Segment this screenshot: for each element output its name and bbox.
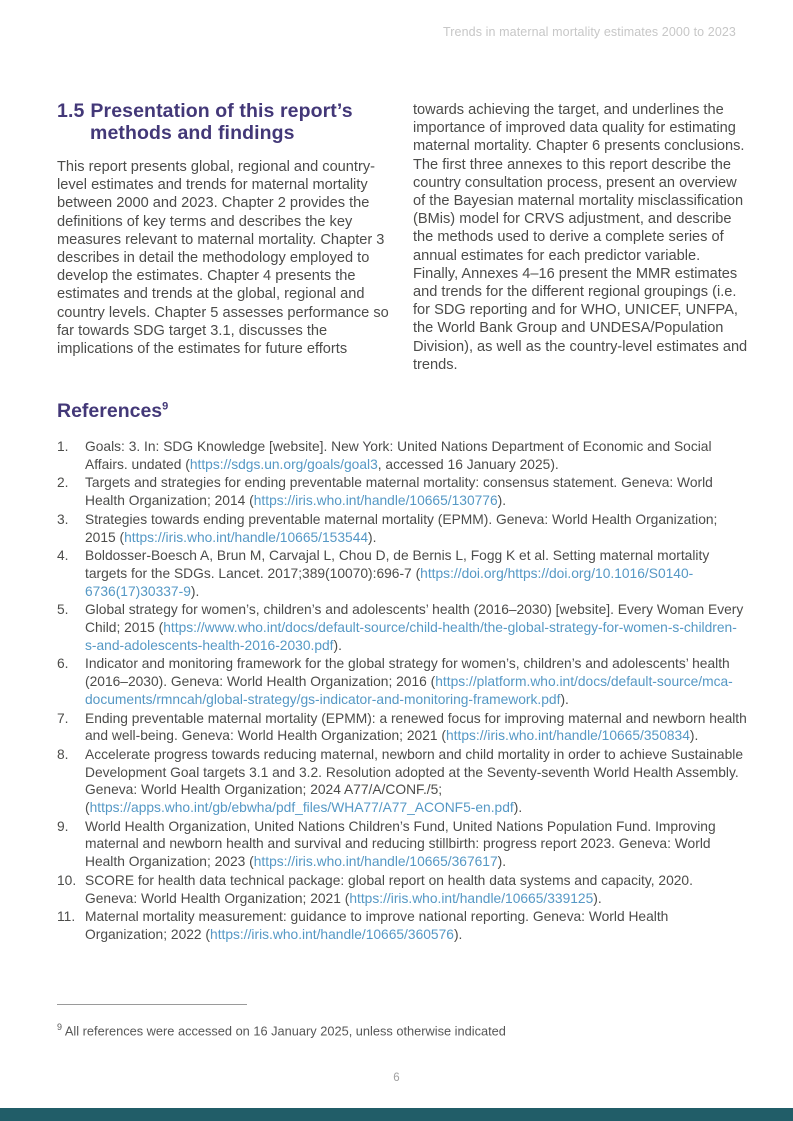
section-heading [57, 101, 392, 144]
footer-color-bar [0, 1108, 793, 1121]
reference-text-segment: Strategies towards ending preventable maternal mortality (EPMM). Geneva: World Health Organization; 2015 ( [85, 511, 718, 545]
reference-text-segment: Global strategy for women’s, children’s and adolescents’ health (2016–2030) [website]. Every Woman Every Child; 2015 ( [85, 602, 744, 636]
reference-number: 2. [57, 475, 69, 491]
reference-text [85, 601, 747, 654]
footnote-block [57, 1004, 747, 1038]
section-number: 1.5 [57, 100, 85, 122]
reference-text [85, 710, 747, 745]
reference-text [85, 818, 747, 871]
reference-link[interactable]: https://iris.who.int/handle/10665/339125 [349, 890, 594, 906]
reference-item [57, 908, 747, 943]
reference-number: 4. [57, 548, 69, 564]
reference-text [85, 438, 747, 473]
reference-link[interactable]: https://www.who.int/docs/default-source/child-health/the-global-strategy-for-women-s-children-s-and-adolescents-health-2016-2030.pdf [85, 620, 737, 653]
reference-number: 10. [57, 872, 77, 888]
reference-text-segment: ). [593, 890, 602, 906]
reference-text-segment: SCORE for health data technical package: global report on health data systems and capacity, 2020. Geneva: World Health Organization; 2021 ( [85, 872, 693, 906]
footnote-text [57, 1022, 747, 1038]
right-column [413, 101, 748, 374]
footnote-content: All references were accessed on 16 January 2025, unless otherwise indicated [62, 1023, 506, 1039]
reference-text [85, 547, 747, 600]
reference-link[interactable]: https://iris.who.int/handle/10665/153544 [124, 529, 369, 545]
reference-text-segment: , accessed 16 January 2025). [377, 456, 559, 472]
reference-text-segment: ). [513, 800, 523, 816]
reference-item [57, 655, 747, 708]
reference-item [57, 511, 747, 546]
reference-number: 9. [57, 818, 69, 834]
reference-link[interactable]: https://doi.org/https://doi.org/10.1016/S0140-6736(17)30337-9 [85, 565, 694, 599]
reference-text-segment: ). [497, 854, 507, 870]
reference-text [85, 872, 747, 907]
reference-link[interactable]: https://platform.who.int/docs/default-source/mca-documents/rmncah/global-strategy/gs-indicator-and-monitoring-framework.pdf [85, 674, 733, 707]
reference-text-segment: Accelerate progress towards reducing maternal, newborn and child mortality in order to achieve Sustainable Development Goal targets 3.1 and 3.2. Resolution adopted at the Seventy-seventh World Health Assembly. Geneva: World Health Organization; 2024 A77/A/CONF./5; ( [85, 746, 743, 816]
reference-text [85, 908, 747, 943]
reference-text [85, 511, 747, 546]
reference-item [57, 547, 747, 600]
reference-text-segment: Ending preventable maternal mortality (EPMM): a renewed focus for improving maternal and newborn health and well-being. Geneva: World Health Organization; 2021 ( [85, 710, 747, 744]
reference-number: 3. [57, 511, 69, 527]
reference-text-segment: ). [560, 691, 569, 707]
reference-item [57, 872, 747, 907]
reference-text-segment: ). [190, 583, 200, 599]
reference-number: 5. [57, 602, 69, 618]
reference-item [57, 710, 747, 745]
references-heading [57, 400, 747, 423]
references-heading-footnote-marker: 9 [162, 400, 169, 413]
reference-text-segment: World Health Organization, United Nations Children’s Fund, United Nations Population Fund. Improving maternal and newborn health and survival and reducing stillbirth: progress report 2023. Geneva: World Health Organization; 2023 ( [85, 818, 716, 870]
reference-text-segment: ). [368, 529, 377, 545]
reference-link[interactable]: https://iris.who.int/handle/10665/350834 [445, 728, 690, 744]
reference-text-segment: Boldosser-Boesch A, Brun M, Carvajal L, Chou D, de Bernis L, Fogg K et al. Setting maternal mortality targets for the SDGs. Lancet. 2017;389(10070):696-7 ( [85, 548, 710, 581]
footnote-marker: 9 [57, 1022, 63, 1032]
reference-link[interactable]: https://sdgs.un.org/goals/goal3 [189, 456, 378, 472]
running-header: Trends in maternal mortality estimates 2000 to 2023 [443, 25, 736, 39]
reference-text-segment: ). [689, 728, 699, 744]
reference-link[interactable]: https://apps.who.int/gb/ebwha/pdf_files/WHA77/A77_ACONF5-en.pdf [89, 800, 514, 816]
reference-number: 6. [57, 656, 69, 672]
reference-text-segment: Indicator and monitoring framework for the global strategy for women’s, children’s and adolescents’ health (2016–2030). Geneva: World Health Organization; 2016 ( [85, 656, 730, 690]
body-paragraph-right: towards achieving the target, and underlines the importance of improved data quality for estimating maternal mortality. Chapter 6 presents conclusions. The first three annexes to this report describe the country consultation process, present an overview of the Bayesian maternal mortality misclassification (BMis) model for CRVS adjustment, and describe the methods used to derive a complete series of annual estimates for each predictor variable. Finally, Annexes 4–16 present the MMR estimates and trends for the different regional groupings (i.e. for SDG reporting and for WHO, UNICEF, UNFPA, the World Bank Group and UNDESA/Population Division), as well as the country-level estimates and trends. [413, 102, 748, 373]
left-column [57, 101, 392, 374]
section-title: Presentation of this report’s methods and findings [90, 100, 353, 144]
footnote-divider [57, 1004, 247, 1005]
reference-text [85, 655, 747, 708]
reference-number: 8. [57, 746, 69, 762]
reference-number: 11. [57, 909, 76, 925]
references-list [57, 438, 747, 944]
reference-text-segment: Goals: 3. In: SDG Knowledge [website]. New York: United Nations Department of Economic and Social Affairs. undated ( [85, 439, 712, 472]
reference-number: 7. [57, 710, 69, 726]
reference-link[interactable]: https://iris.who.int/handle/10665/360576 [210, 926, 454, 942]
two-column-section [57, 101, 747, 374]
reference-item [57, 474, 747, 509]
reference-item [57, 438, 747, 473]
reference-text [85, 746, 747, 817]
page-number: 6 [393, 1072, 400, 1084]
references-section [57, 400, 747, 945]
reference-text [85, 474, 747, 509]
reference-link[interactable]: https://iris.who.int/handle/10665/130776 [253, 493, 498, 509]
body-paragraph-left: This report presents global, regional and country-level estimates and trends for maternal mortality between 2000 and 2023. Chapter 2 provides the definitions of key terms and describes the key measures relevant to maternal mortality. Chapter 3 describes in detail the methodology employed to develop the estimates. Chapter 4 presents the estimates and trends at the global, regional and country levels. Chapter 5 assesses performance so far towards SDG target 3.1, discusses the implications of the estimates for future efforts [57, 159, 389, 358]
references-heading-text: References [57, 400, 163, 422]
reference-item [57, 746, 747, 817]
reference-text-segment: Maternal mortality measurement: guidance to improve national reporting. Geneva: World Health Organization; 2022 ( [85, 909, 669, 942]
reference-text-segment: ). [333, 637, 342, 653]
reference-number: 1. [57, 439, 69, 454]
reference-text-segment: ). [453, 926, 463, 942]
reference-text-segment: Targets and strategies for ending preventable maternal mortality: consensus statement. Geneva: World Health Organization; 2014 ( [85, 475, 713, 509]
reference-text-segment: ). [497, 493, 507, 509]
reference-link[interactable]: https://iris.who.int/handle/10665/367617 [253, 854, 498, 870]
reference-item [57, 818, 747, 871]
reference-item [57, 601, 747, 654]
